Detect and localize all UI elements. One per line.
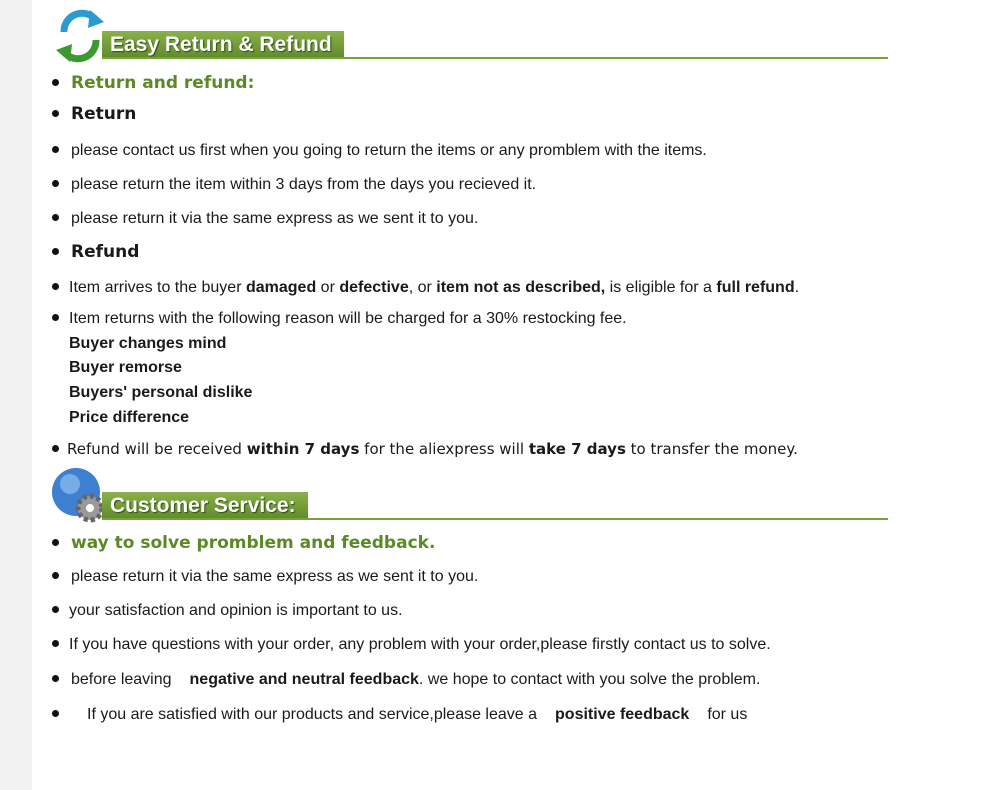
list-item [52, 439, 798, 459]
item-text: Item returns with the following reason will be charged for a 30% restocking fee. [69, 310, 627, 327]
reason-item: Buyers' personal dislike [69, 384, 253, 401]
return-label: Return [71, 104, 137, 124]
list-item [52, 209, 478, 229]
text: Item arrives to the buyer [69, 279, 246, 296]
list-item [52, 601, 403, 621]
bullet-icon [52, 640, 59, 647]
text: defective [339, 279, 409, 296]
divider [102, 57, 888, 59]
list-item [52, 278, 799, 298]
bullet-icon [52, 79, 59, 86]
item-text: please return it via the same express as we sent it to you. [71, 210, 479, 227]
text: for us [707, 706, 748, 723]
bullet-icon [52, 180, 59, 187]
customer-service-header [50, 466, 888, 536]
bullet-icon [52, 146, 59, 153]
bullet-icon [52, 675, 59, 682]
item-text: please contact us first when you going to return the items or any promblem with the items. [71, 142, 707, 159]
text: . we hope to contact with you solve the problem. [418, 671, 761, 688]
bullet-icon [52, 314, 59, 321]
list-item [52, 73, 254, 93]
text: If you are satisfied with our products and service,please leave a [87, 706, 538, 723]
list-item [52, 635, 771, 655]
item-text: please return the item within 3 days from the days you recieved it. [71, 176, 537, 193]
return-arrows-icon [50, 6, 108, 68]
text: or [316, 279, 340, 296]
item-text: please return it via the same express as we sent it to you. [71, 568, 479, 585]
bullet-icon [52, 214, 59, 221]
list-item [52, 242, 139, 262]
text: is eligible for a [605, 279, 717, 296]
list-item [52, 141, 707, 161]
bullet-icon [52, 572, 59, 579]
item-text: your satisfaction and opinion is important to us. [69, 602, 403, 619]
section-title: Customer Service: [102, 492, 308, 520]
bullet-icon [52, 539, 59, 546]
list-item [52, 175, 536, 195]
text: full refund [716, 279, 795, 296]
bullet-icon [52, 606, 59, 613]
text: within 7 days [246, 440, 360, 458]
return-refund-header [50, 6, 888, 76]
text: damaged [245, 279, 317, 296]
list-item [52, 670, 760, 690]
text: to transfer the money. [625, 440, 798, 458]
reason-item: Buyer remorse [69, 359, 182, 376]
list-item [52, 567, 478, 587]
list-item [52, 705, 747, 725]
text: before leaving [71, 671, 172, 688]
list-item [52, 533, 435, 553]
section-heading: way to solve promblem and feedback. [71, 533, 436, 553]
text: positive feedback [555, 706, 690, 723]
bullet-icon [52, 110, 59, 117]
left-margin-strip [0, 0, 32, 790]
list-item [52, 309, 627, 329]
text: take 7 days [528, 440, 626, 458]
text: Refund will be received [67, 440, 247, 458]
globe-gear-icon [50, 466, 108, 528]
reason-item: Buyer changes mind [69, 335, 227, 352]
divider [102, 518, 888, 520]
bullet-icon [52, 283, 59, 290]
refund-label: Refund [71, 242, 140, 262]
bullet-icon [52, 710, 59, 717]
text: item not as described, [436, 279, 606, 296]
reason-item: Price difference [69, 409, 190, 426]
text: , or [408, 279, 437, 296]
item-text: If you have questions with your order, any problem with your order,please firstly contact us to solve. [69, 636, 771, 653]
text: . [794, 279, 800, 296]
text: negative and neutral feedback [189, 671, 419, 688]
bullet-icon [52, 248, 59, 255]
list-item [52, 104, 136, 124]
bullet-icon [52, 445, 59, 452]
text: for the aliexpress will [359, 440, 529, 458]
section-heading: Return and refund: [71, 73, 255, 93]
section-title: Easy Return & Refund [102, 31, 344, 59]
